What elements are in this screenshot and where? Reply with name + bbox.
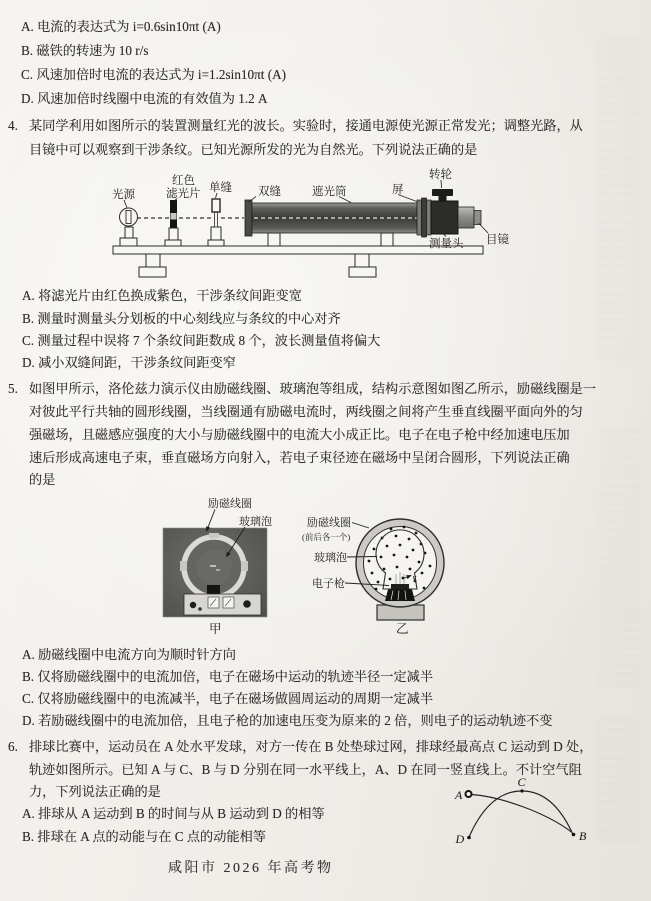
prev-option-c: C. 风速加倍时电流的表达式为 i=1.2sin10πt (A) <box>21 67 287 82</box>
point-c-marker <box>520 789 523 792</box>
q5-option-c: C. 仅将励磁线圈中的电流减半，电子在磁场做圆周运动的周期一定减半 <box>22 691 434 706</box>
q5-text-line: 的是 <box>29 472 56 487</box>
label-wheel: 转轮 <box>429 169 452 181</box>
label-shade-tube: 遮光筒 <box>312 186 347 198</box>
q4-option-c: C. 测量过程中误将 7 个条纹间距数成 8 个，波长测量值将偏大 <box>22 333 381 348</box>
shade-tube <box>245 200 430 246</box>
point-d-marker <box>467 836 471 840</box>
label-eyepiece: 目镜 <box>486 234 509 246</box>
q4-option-d: D. 减小双缝间距，干涉条纹间距变窄 <box>22 355 236 370</box>
q5-text-line: 速后形成高速电子束，垂直磁场方向射入，若电子束径迹在磁场中呈闭合圆形，下列说法正确 <box>29 450 570 465</box>
label-screen: 屏 <box>392 184 404 196</box>
point-c-label: C <box>517 776 526 789</box>
jia-bulb-label: 玻璃泡 <box>239 516 272 528</box>
q5-option-d: D. 若励磁线圈中的电流加倍，且电子枪的加速电压变为原来的 2 倍，则电子的运动轨迹不变 <box>22 713 553 728</box>
prev-option-d: D. 风速加倍时线圈中电流的有效值为 1.2 A <box>21 91 268 106</box>
label-filter-line1: 红色 <box>172 175 195 187</box>
bench-rail <box>113 246 483 277</box>
q4-option-a: A. 将滤光片由红色换成紫色，干涉条纹间距变宽 <box>22 288 302 303</box>
optical-bench-diagram <box>60 165 520 287</box>
point-b-label: B <box>579 829 587 843</box>
single-slit <box>208 199 224 246</box>
scan-bleed-artifact <box>600 430 640 690</box>
light-source <box>120 208 138 246</box>
yi-coil-note: (前后各一个) <box>302 532 351 542</box>
pass-curve <box>470 791 573 836</box>
q6-option-a: A. 排球从 A 运动到 B 的时间与从 B 运动到 D 的相等 <box>22 806 325 821</box>
yi-coil-label: 励磁线圈 <box>307 517 351 529</box>
point-a-label: A <box>455 788 463 802</box>
q5-text-line: 强磁场，且磁感应强度的大小与励磁线圈中的电流大小成正比。电子在电子枪中经加速电压加 <box>29 427 570 442</box>
q4-option-b: B. 测量时测量头分划板的中心刻线应与条纹的中心对齐 <box>22 311 341 326</box>
lorentz-apparatus-figure <box>155 495 485 640</box>
prev-option-a: A. 电流的表达式为 i=0.6sin10πt (A) <box>21 19 221 34</box>
eyepiece <box>458 207 481 228</box>
q4-number: 4. <box>8 118 18 133</box>
q5-option-a: A. 励磁线圈中电流方向为顺时针方向 <box>22 647 236 662</box>
q5-text-line: 如图甲所示，洛伦兹力演示仪由励磁线圈、玻璃泡等组成，结构示意图如图乙所示，励磁线圈是一 <box>29 381 597 396</box>
q5-option-b: B. 仅将励磁线圈中的电流加倍，电子在磁场中运动的轨迹半径一定减半 <box>22 669 434 684</box>
schematic-figure-yi <box>302 515 444 636</box>
q5-text-line: 对彼此平行共轴的圆形线圈，当线圈通有励磁电流时，两线圈之间将产生垂直线圈平面向外的匀 <box>29 404 583 419</box>
volleyball-trajectory-diagram <box>448 776 596 851</box>
velocity-label: v <box>412 572 417 582</box>
yi-bulb-label: 玻璃泡 <box>314 552 347 564</box>
measuring-head <box>431 189 458 234</box>
label-filter-line2: 滤光片 <box>166 188 201 200</box>
q4-text-line: 目镜中可以观察到干涉条纹。已知光源所发的光为自然光。下列说法正确的是 <box>29 142 478 157</box>
label-single-slit: 单缝 <box>209 182 232 194</box>
q6-number: 6. <box>8 739 18 754</box>
page-footer: 咸阳市 2026 年高考物 <box>168 861 334 876</box>
q4-text-line: 某同学利用如图所示的装置测量红光的波长。实验时，接通电源使光源正常发光；调整光路，从 <box>29 118 583 133</box>
q6-text-line: 排球比赛中，运动员在 A 处水平发球，对方一传在 B 处垫球过网，排球经最高点 C 运动到 D 处， <box>29 739 593 754</box>
point-b-marker <box>572 833 576 837</box>
serve-curve <box>472 795 572 833</box>
photo-figure-jia <box>163 496 272 636</box>
q6-option-b: B. 排球在 A 点的动能与在 C 点的动能相等 <box>22 829 266 844</box>
screen-rings <box>417 198 431 237</box>
red-filter <box>165 200 181 246</box>
jia-coil-label: 励磁线圈 <box>208 498 252 510</box>
q6-text-line: 轨迹如图所示。已知 A 与 C、B 与 D 分别在同一水平线上，A、D 在同一竖直线上。不计空气阻 <box>29 762 582 777</box>
point-a-marker <box>466 791 472 797</box>
jia-caption: 甲 <box>209 622 222 636</box>
q6-text-line: 力，下列说法正确的是 <box>29 784 161 799</box>
label-light-source: 光源 <box>112 189 135 201</box>
label-double-slit: 双缝 <box>258 186 281 198</box>
prev-option-b: B. 磁铁的转速为 10 r/s <box>21 43 149 58</box>
label-measure-head: 测量头 <box>429 238 464 250</box>
yi-gun-label: 电子枪 <box>312 578 345 590</box>
q5-number: 5. <box>8 381 18 396</box>
scan-bleed-artifact <box>596 720 638 840</box>
yi-caption: 乙 <box>396 622 409 636</box>
point-d-label: D <box>455 832 465 846</box>
scan-bleed-artifact <box>596 40 640 360</box>
